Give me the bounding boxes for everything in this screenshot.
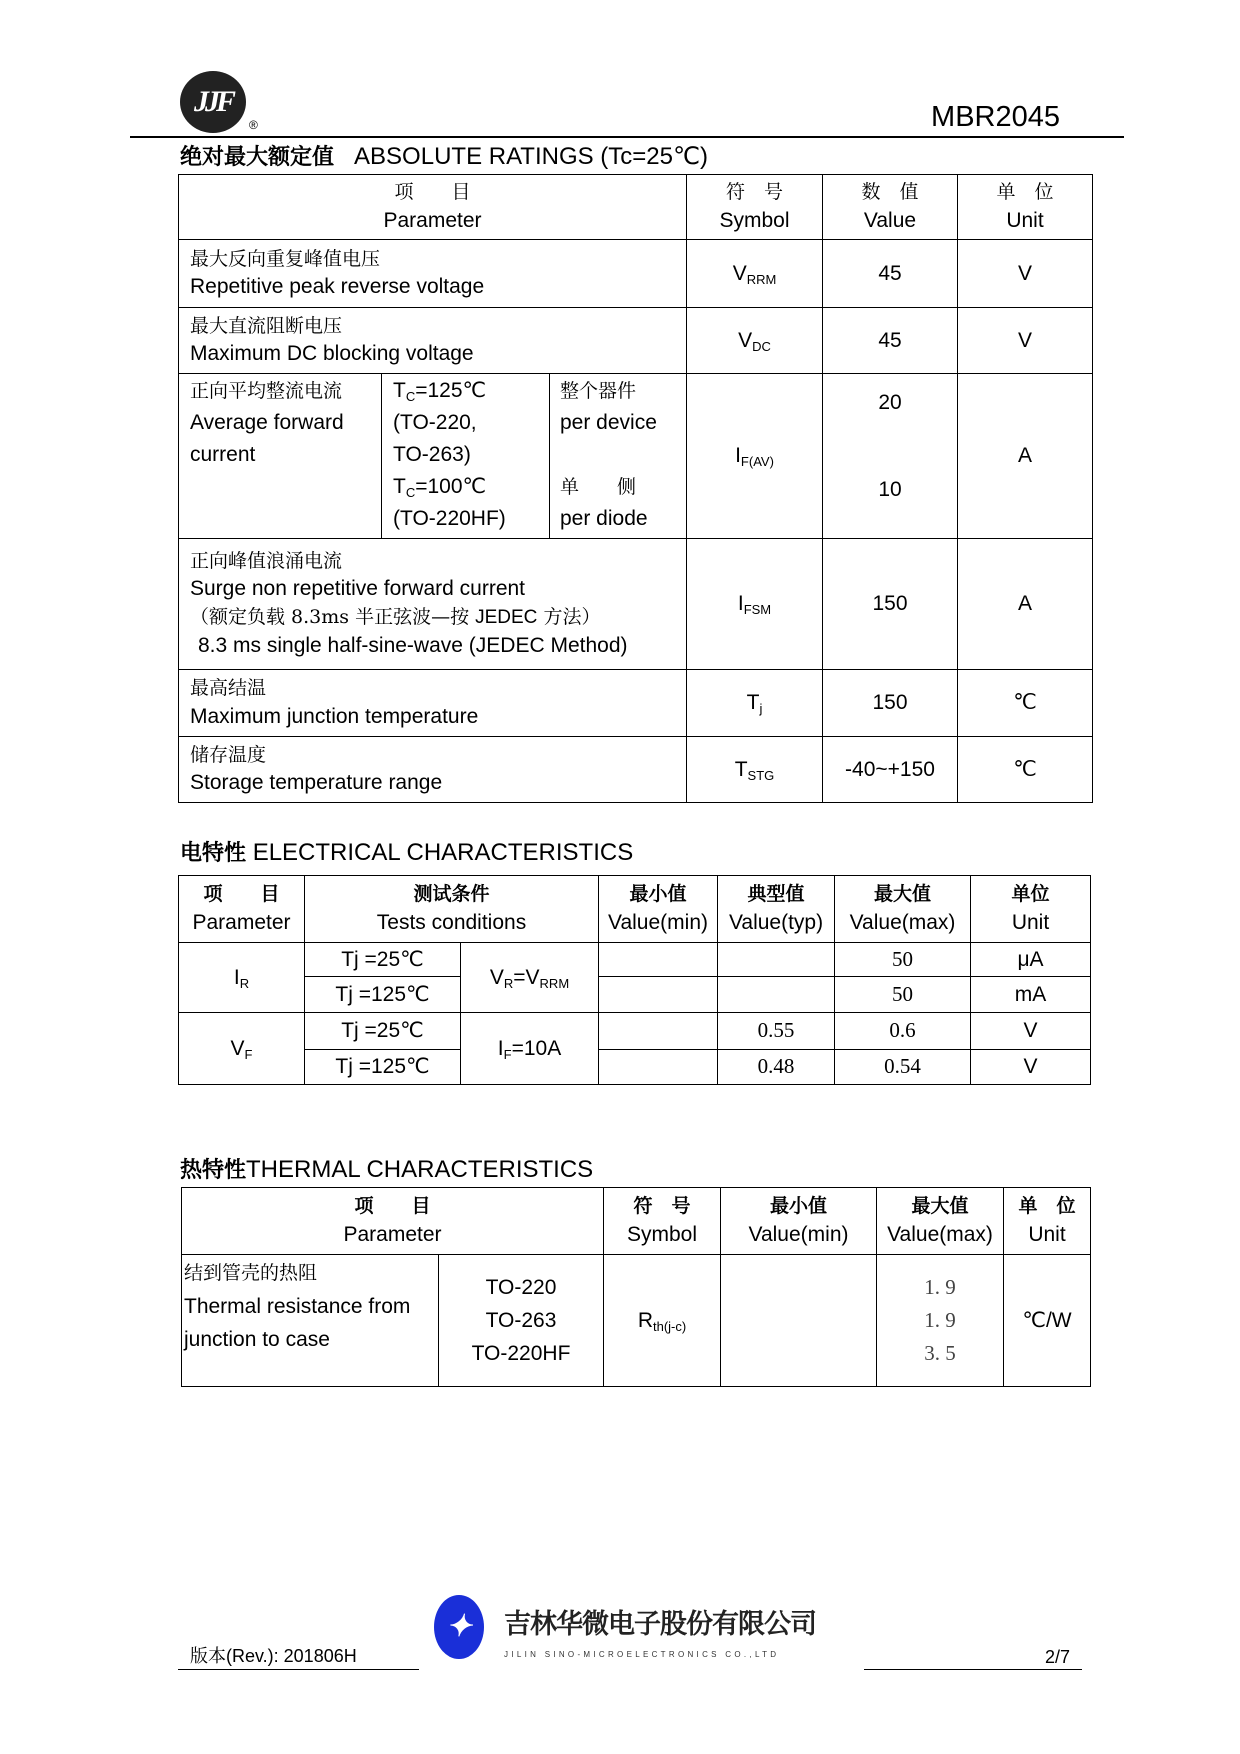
max-value: 3. 5 <box>924 1341 956 1365</box>
param-en: Average forward <box>190 411 344 434</box>
company-name-cn: 吉林华微电子股份有限公司 <box>504 1609 816 1640</box>
thermal-title: 热特性THERMAL CHARACTERISTICS <box>180 1156 594 1183</box>
condition-tc-100: $T_C=100℃$ <box>393 475 487 500</box>
temp-condition: Tj =25℃ <box>305 1013 461 1050</box>
header-symbol-cn: 符 号 <box>633 1195 691 1217</box>
typ-value <box>718 977 835 1013</box>
unit: A <box>958 539 1093 670</box>
table-row <box>179 539 1093 670</box>
registered-mark: ® <box>249 118 258 132</box>
table-header-row <box>179 175 1093 240</box>
symbol: $I_{F(AV)}$ <box>687 374 823 539</box>
unit: ℃/W <box>1004 1255 1091 1387</box>
header-symbol: Symbol <box>719 208 790 232</box>
unit: μA <box>971 943 1091 977</box>
symbol-vf: $V_F$ <box>179 1013 305 1085</box>
condition-pkg: (TO-220, <box>393 411 477 434</box>
voltage-condition: $V_R=V_{RRM}$ <box>461 943 599 1013</box>
thermal-table <box>181 1187 1091 1387</box>
symbol: $I_{FSM}$ <box>687 539 823 670</box>
unit: V <box>958 308 1093 374</box>
header-value: Value <box>863 208 917 232</box>
electrical-title: 电特性 ELECTRICAL CHARACTERISTICS <box>180 839 634 866</box>
min-value <box>599 1013 718 1050</box>
max-value: 50 <box>835 977 971 1013</box>
table-row <box>179 670 1093 737</box>
table-row <box>179 240 1093 308</box>
unit: A <box>958 374 1093 539</box>
company-name-en: JILIN SINO-MICROELECTRONICS CO.,LTD <box>504 1650 780 1659</box>
param-en-2: 8.3 ms single half-sine-wave (JEDEC Method) <box>198 634 628 658</box>
temp-condition: Tj =125℃ <box>305 977 461 1013</box>
header-symbol: Symbol <box>627 1222 698 1246</box>
value: 150 <box>823 670 958 737</box>
header-max-cn: 最大值 <box>911 1195 969 1217</box>
value-per-device: 20 <box>878 391 902 414</box>
condition-tc-125: $T_C=125℃$ <box>393 379 487 404</box>
param-cn: 储存温度 <box>190 743 267 766</box>
min-value <box>599 1050 718 1085</box>
param-en-2: junction to case <box>184 1328 330 1351</box>
value: -40~+150 <box>823 737 958 803</box>
per-diode-cn: 单 侧 <box>560 476 637 498</box>
absolute-ratings-title: 绝对最大额定值 ABSOLUTE RATINGS (Tc=25℃) <box>180 143 708 170</box>
table-row <box>179 1013 1091 1050</box>
unit: V <box>971 1050 1091 1085</box>
header-unit: Unit <box>1028 1222 1066 1246</box>
typ-value: 0.55 <box>718 1013 835 1050</box>
table-row <box>182 1255 1091 1387</box>
param-en: Maximum junction temperature <box>190 704 479 728</box>
per-device-cn: 整个器件 <box>560 380 637 402</box>
header-unit: Unit <box>1011 910 1050 934</box>
header-divider <box>130 136 1124 138</box>
header-min-cn: 最小值 <box>770 1195 828 1217</box>
header-min: Value(min) <box>748 1222 849 1246</box>
header-param-cn: 项 目 <box>354 1195 431 1217</box>
header-typ-cn: 典型值 <box>747 883 805 905</box>
min-value <box>721 1255 877 1387</box>
max-value: 50 <box>835 943 971 977</box>
temp-condition: Tj =125℃ <box>305 1050 461 1085</box>
max-value: 1. 9 <box>924 1308 956 1332</box>
param-cn: 结到管壳的热阻 <box>184 1262 318 1284</box>
unit: V <box>958 240 1093 308</box>
symbol: $R_{th(j-c)}$ <box>604 1255 721 1387</box>
table-row <box>179 374 1093 539</box>
company-logo-icon: ✦ <box>434 1595 484 1659</box>
condition-pkg-hf: (TO-220HF) <box>393 507 506 530</box>
header-value-cn: 数 值 <box>861 181 919 203</box>
param-cn-2: （额定负载 8.3ms 半正弦波—按 JEDEC 方法） <box>190 605 601 628</box>
param-cn: 正向峰值浪涌电流 <box>190 549 343 572</box>
header-max: Value(max) <box>887 1222 993 1246</box>
param-cn: 最大直流阻断电压 <box>190 314 343 337</box>
param-en-2: current <box>190 443 256 466</box>
page-number: 2/7 <box>1045 1647 1071 1667</box>
header-max: Value(max) <box>849 910 956 934</box>
table-row <box>179 943 1091 977</box>
typ-value: 0.48 <box>718 1050 835 1085</box>
symbol: $T_j$ <box>687 670 823 737</box>
header-unit-cn: 单 位 <box>1018 1195 1076 1217</box>
absolute-ratings-table <box>178 174 1093 803</box>
min-value <box>599 943 718 977</box>
header-min-cn: 最小值 <box>629 883 687 905</box>
current-condition: $I_F=10A$ <box>461 1013 599 1085</box>
max-value: 0.54 <box>835 1050 971 1085</box>
electrical-table <box>178 875 1091 1085</box>
unit: V <box>971 1013 1091 1050</box>
symbol: $V_{RRM}$ <box>687 240 823 308</box>
table-header-row <box>179 876 1091 943</box>
param-cn: 正向平均整流电流 <box>190 380 343 402</box>
header-typ: Value(typ) <box>728 910 824 934</box>
param-cn: 最大反向重复峰值电压 <box>190 247 381 270</box>
per-device: per device <box>560 411 657 434</box>
min-value <box>599 977 718 1013</box>
package: TO-220HF <box>471 1342 571 1365</box>
unit: ℃ <box>958 670 1093 737</box>
header-min: Value(min) <box>608 910 708 934</box>
symbol: $V_{DC}$ <box>687 308 823 374</box>
part-number: MBR2045 <box>931 101 1060 133</box>
revision: 版本(Rev.): 201806H <box>190 1646 357 1666</box>
header-unit-cn: 单 位 <box>996 181 1054 203</box>
value-per-diode: 10 <box>878 478 902 502</box>
table-row <box>179 737 1093 803</box>
header-param-cn: 项 目 <box>394 181 471 203</box>
param-en: Thermal resistance from <box>184 1295 411 1318</box>
header-cond: Tests conditions <box>376 910 527 934</box>
param-en: Surge non repetitive forward current <box>190 577 526 601</box>
header-param: Parameter <box>383 208 482 232</box>
typ-value <box>718 943 835 977</box>
package: TO-263 <box>485 1309 557 1332</box>
header-max-cn: 最大值 <box>874 883 932 905</box>
condition-pkg-2: TO-263) <box>393 443 471 466</box>
symbol-ir: $I_R$ <box>179 943 305 1013</box>
header-unit: Unit <box>1006 208 1044 232</box>
company-logo: JJF <box>180 71 246 133</box>
unit: mA <box>971 977 1091 1013</box>
header-unit-cn: 单位 <box>1011 883 1050 905</box>
header-cond-cn: 测试条件 <box>413 883 490 905</box>
footer-line-right <box>864 1669 1082 1670</box>
table-row <box>179 308 1093 374</box>
header-param: Parameter <box>192 910 291 934</box>
symbol: $T_{STG}$ <box>687 737 823 803</box>
header-symbol-cn: 符 号 <box>725 181 783 203</box>
value: 150 <box>823 539 958 670</box>
temp-condition: Tj =25℃ <box>305 943 461 977</box>
header-param: Parameter <box>343 1222 442 1246</box>
param-cn: 最高结温 <box>190 677 267 699</box>
value: 45 <box>823 240 958 308</box>
table-row <box>179 977 1091 1013</box>
value: 45 <box>823 308 958 374</box>
param-en: Repetitive peak reverse voltage <box>190 275 485 299</box>
param-en: Storage temperature range <box>190 771 443 795</box>
package: TO-220 <box>485 1276 557 1299</box>
param-en: Maximum DC blocking voltage <box>190 342 474 366</box>
table-row <box>179 1050 1091 1085</box>
unit: ℃ <box>958 737 1093 803</box>
per-diode: per diode <box>560 507 648 530</box>
header-param-cn: 项 目 <box>203 883 280 905</box>
max-value: 1. 9 <box>924 1275 956 1299</box>
table-header-row <box>182 1188 1091 1255</box>
max-value: 0.6 <box>835 1013 971 1050</box>
footer-line-left <box>178 1669 419 1670</box>
